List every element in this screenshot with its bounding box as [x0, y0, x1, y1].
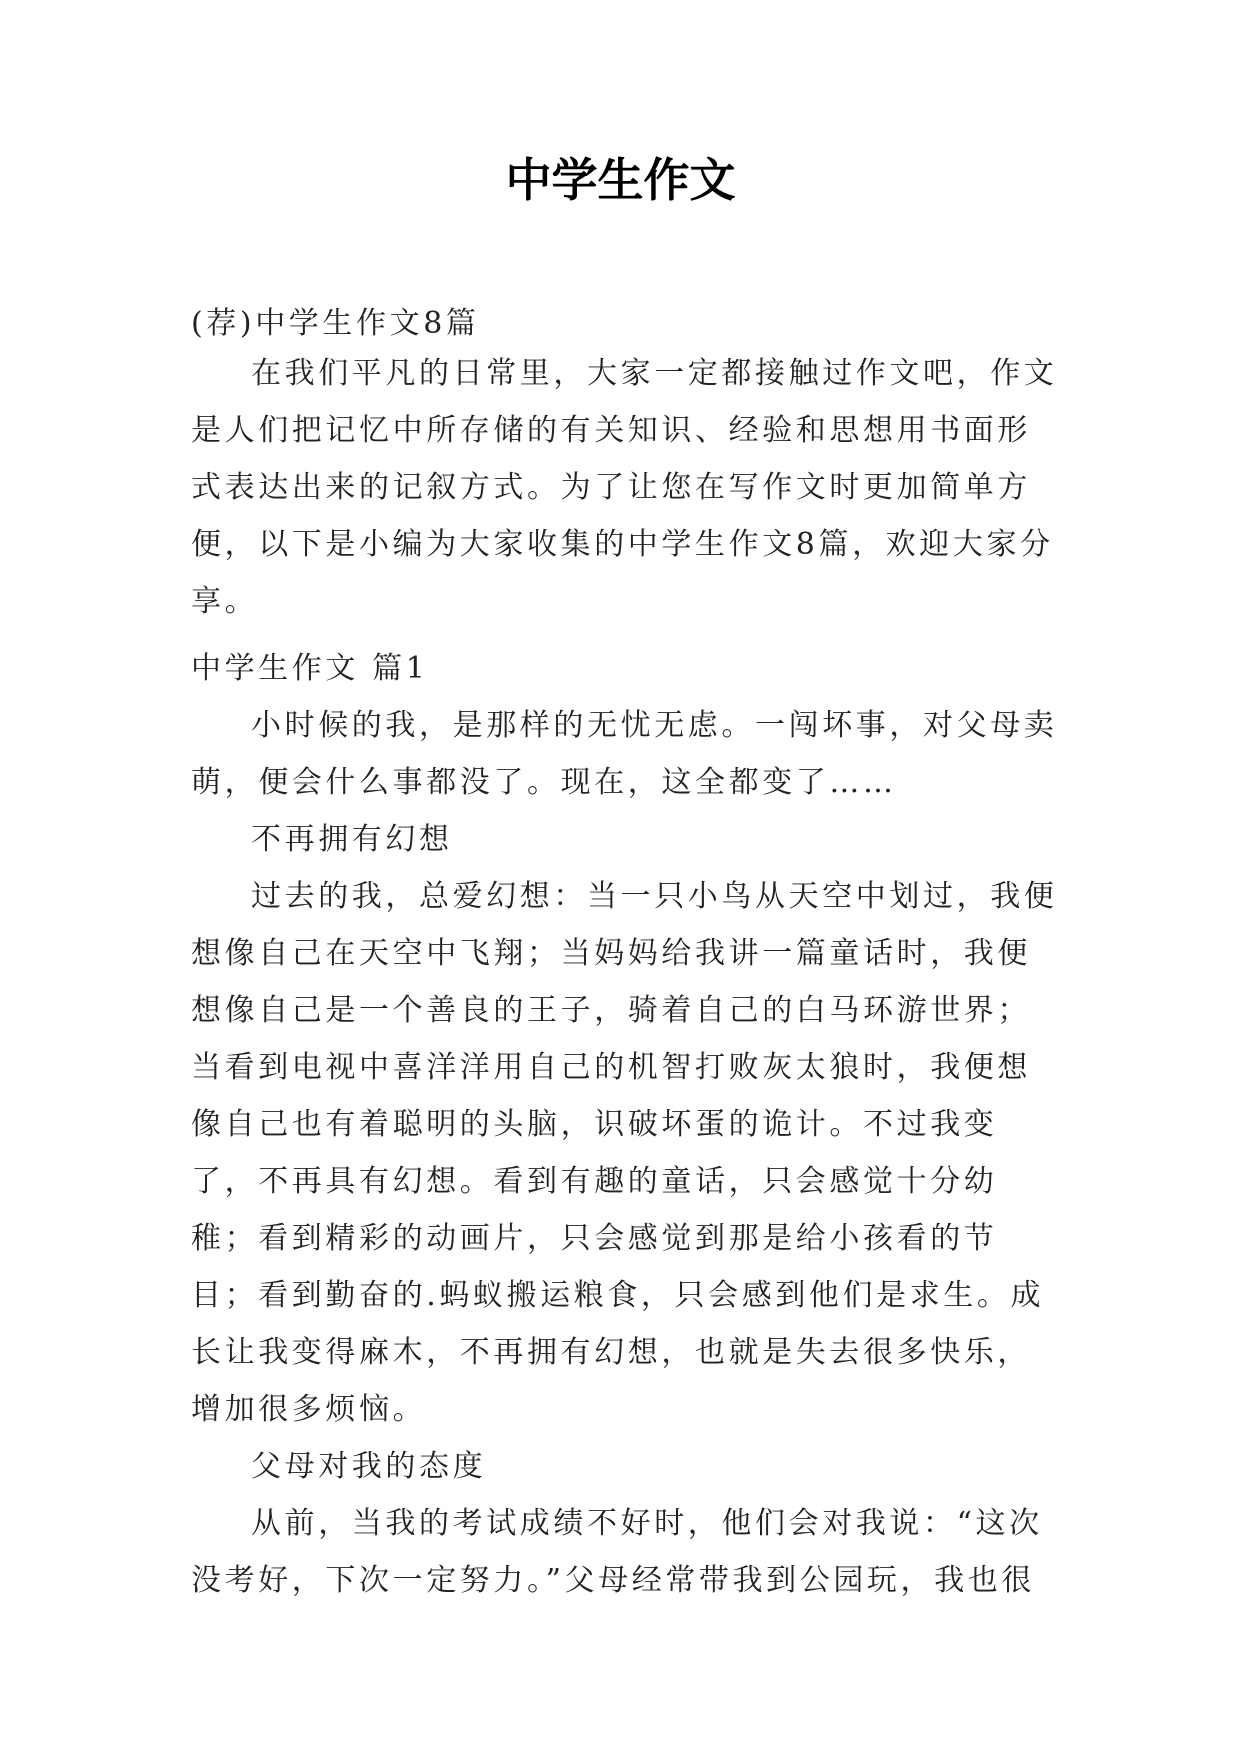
article-section: [191, 640, 1061, 1609]
section-heading-fantasy: 不再拥有幻想: [251, 822, 453, 857]
paragraph: 从前，当我的考试成绩不好时，他们会对我说：“这次没考好，下次一定努力。”父母经常带我到公园玩，我也很: [191, 1506, 1043, 1598]
intro-paragraph: 在我们平凡的日常里，大家一定都接触过作文吧，作文是人们把记忆中所存储的有关知识、经验和思想用书面形式表达出来的记叙方式。为了让您在写作文时更加简单方便，以下是小编为大家收集的中学生作文8篇，欢迎大家分享。: [191, 356, 1058, 619]
document-subtitle: (荐)中学生作文8篇: [191, 306, 480, 341]
document-title: 中学生作文: [505, 153, 736, 207]
article-heading: 中学生作文 篇1: [191, 651, 429, 686]
paragraph: 过去的我，总爱幻想：当一只小鸟从天空中划过，我便想像自己在天空中飞翔；当妈妈给我讲一篇童话时，我便想像自己是一个善良的王子，骑着自己的白马环游世界；当看到电视中喜洋洋用自己的机智打败灰太狼时，我便想像自己也有着聪明的头脑，识破坏蛋的诡计。不过我变了，不再具有幻想。看到有趣的童话，只会感觉十分幼稚；看到精彩的动画片，只会感觉到那是给小孩看的节目；看到勤奋的.蚂蚁搬运粮食，只会感到他们是求生。成长让我变得麻木，不再拥有幻想，也就是失去很多快乐，增加很多烦恼。: [191, 879, 1058, 1427]
paragraph: 小时候的我，是那样的无忧无虑。一闯坏事，对父母卖萌，便会什么事都没了。现在，这全都变了……: [191, 708, 1058, 800]
intro-section: [191, 345, 1061, 630]
section-heading-parents: 父母对我的态度: [251, 1449, 487, 1484]
